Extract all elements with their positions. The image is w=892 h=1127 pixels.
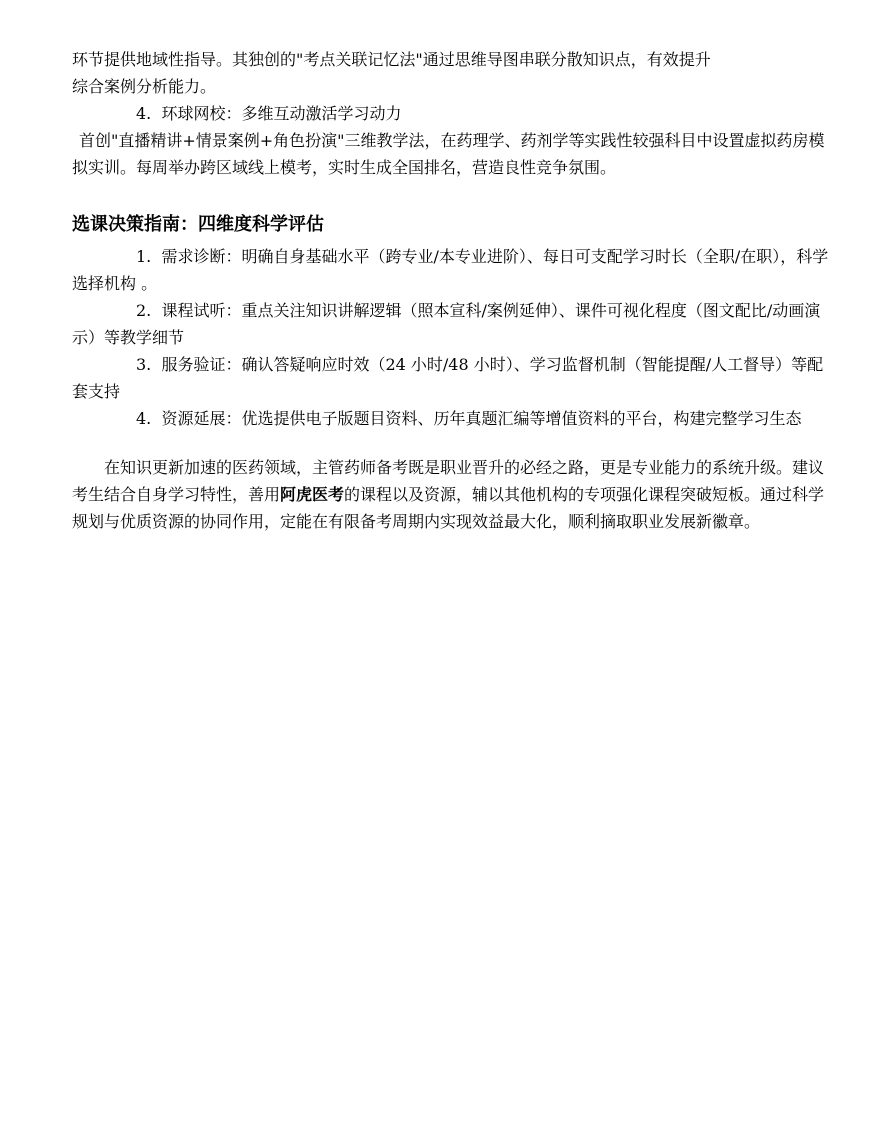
guide-item-number: 2. [136,301,152,320]
brand-name: 阿虎医考 [280,485,345,504]
section-hq-number: 4. [136,104,152,123]
guide-heading: 选课决策指南：四维度科学评估 [72,214,324,235]
document-page [72,46,832,535]
conclusion-text-part-1: 在知识更新加速的医药领域，主管药师备考既是职业晋升的必经之路，更是专业能力的系统升级。建议考生结合自身学习特性，善用 [72,458,825,504]
guide-item-number: 3. [136,355,152,374]
intro-paragraph [72,46,832,100]
intro-line-2: 综合案例分析能力。 [72,77,217,96]
section-hq-title-text: 环球网校：多维互动激活学习动力 [161,104,402,123]
guide-item [72,297,832,351]
intro-line-1: 环节提供地域性指导。其独创的"考点关联记忆法"通过思维导图串联分散知识点，有效提升 [72,50,711,69]
guide-item [72,243,832,297]
guide-section [72,211,832,432]
guide-item-text: 课程试听：重点关注知识讲解逻辑（照本宣科/案例延伸）、课件可视化程度（图文配比/动画演示）等教学细节 [72,301,821,347]
guide-item-number: 4. [136,409,152,428]
guide-item-text: 服务验证：确认答疑响应时效（24 小时/48 小时）、学习监督机制（智能提醒/人工督导）等配套支持 [72,355,824,401]
guide-item [72,351,832,405]
section-hq-body: 首创"直播精讲+情景案例+角色扮演"三维教学法，在药理学、药剂学等实践性较强科目中设置虚拟药房模拟实训。每周举办跨区域线上模考，实时生成全国排名，营造良性竞争氛围。 [72,131,825,177]
guide-item [72,405,832,432]
conclusion-paragraph [72,454,832,535]
guide-item-text: 资源延展：优选提供电子版题目资料、历年真题汇编等增值资料的平台，构建完整学习生态 [161,409,802,428]
section-hq-title [72,100,832,127]
conclusion-text-part-2: 的课程以及资源，辅以其他机构的专项强化课程突破短板。通过科学规划与优质资源的协同作用，定能在有限备考周期内实现效益最大化，顺利摘取职业发展新徽章。 [72,485,825,531]
guide-item-number: 1. [136,247,152,266]
guide-item-text: 需求诊断：明确自身基础水平（跨专业/本专业进阶）、每日可支配学习时长（全职/在职），科学选择机构 。 [72,247,829,293]
